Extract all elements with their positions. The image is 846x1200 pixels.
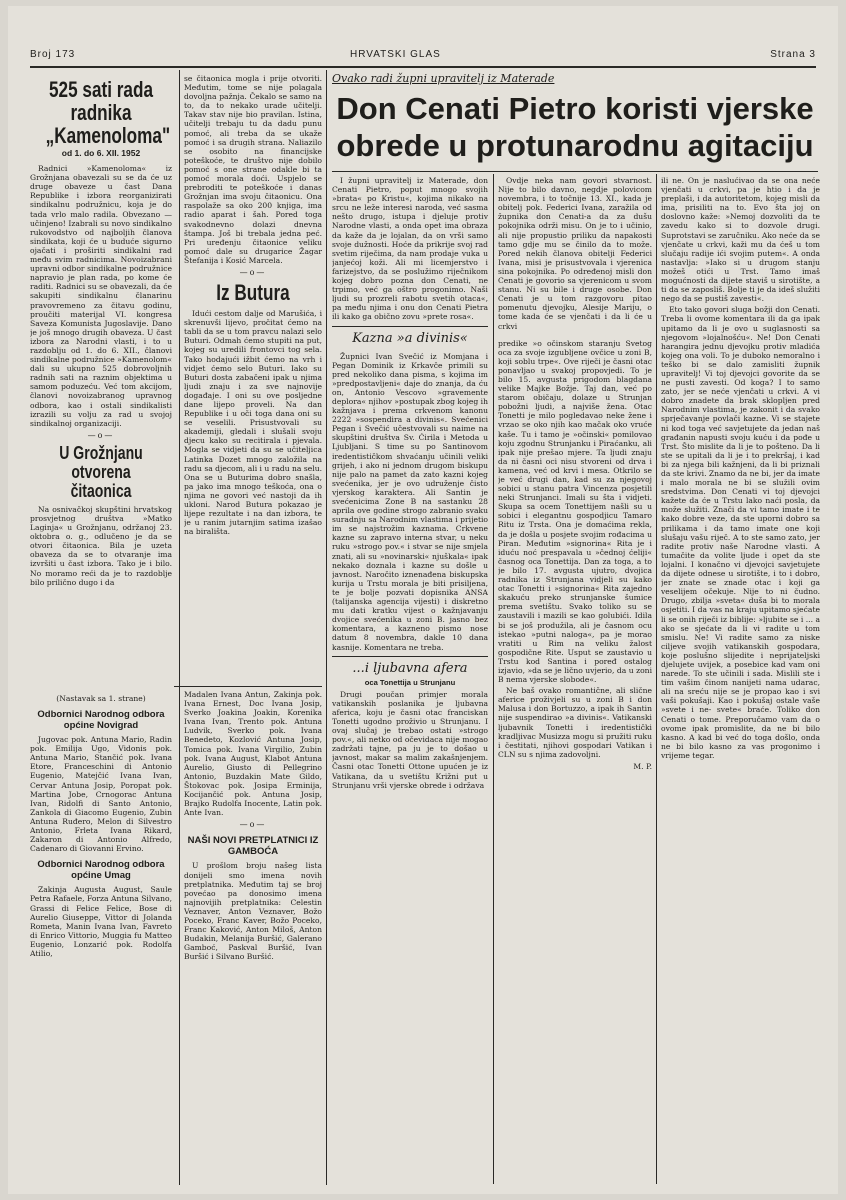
- divider: —o—: [239, 820, 267, 830]
- article-afera-body: Drugi poučan primjer morala vatikanskih poslanika je ljubavna aferica, koju je časni otac franciskan Tonetti ugodno proživio u Strunjanu. I ovaj slučaj je trebao ostati »strogo pov.«, ali netko od očevidaca nije mogao zadržati tajne, pa ju je to došao u javnost, makar sa malim zakašnjenjem. Časni otac Tonetti Ottone upućen je iz Vatikana, da u svetištu Križni put u Strunjanu vrši vjerske obrede i održava: [332, 689, 488, 790]
- column-rule: [179, 70, 180, 1185]
- list-umag-continued: Madalen Ivana Antun, Zakinja pok. Ivana Ernest, Doc Ivana Josip, Sverko Joakina Joakin, Korenika Ivana Ivan, Trento pok. Antuna Ludvik, Sverko pok. Ivana Benedeto, Kozlović Antuna Josip, Tomica pok. Ivana Virgilio, Zubin pok. Ivana August, Klabot Antuna Aurelio, Giusto di Pellegrino Antonio, Buzdakin Mate Gildo, Štokovac pok. Josipa Erminija, Kocijančić pok. Antuna Josip, Brajko Rudolfa Inocente, Latin pok. Ante Ivan.: [184, 690, 322, 818]
- article-cenati-body-1: I župni upravitelj iz Materade, don Cenati Pietro, poput mnogo svojih »brata« po Kristu«, kojima nikako na srcu ne leže interesi naroda, već sasma nešto drugo, istupa i djeluje protiv Narodne vlasti, a onda opet ima obraza da kaže da je lojalan, da on vrši samo svoje dužnosti. Hoće da prikrije svoj rad svetim riječima, da nam prodaje vuka u janjećoj koži. Ali mi licemjerstvo i farizejstvo, da se poslužimo riječnikom kojeg dobro pozna don Cenati, ne trpimo, već ga oštro progonimo. Naši ljudi su prozreli rabotu svetih otaca«, pa među njima i onu don Cenati Pietra ili kako ga obično zovu »prete rosa«.: [332, 176, 488, 322]
- masthead-rule: [30, 66, 816, 68]
- heading-novigrad: Odbornici Narodnog odbora općine Novigrad: [37, 709, 165, 732]
- heading-kazna: Kazna »a divinis«: [352, 330, 468, 346]
- heading-umag: Odbornici Narodnog odbora općine Umag: [37, 859, 165, 882]
- headline-rule: [332, 171, 818, 172]
- continuation-column-2: [184, 690, 322, 1185]
- divider: —o—: [239, 267, 267, 277]
- continuation-column: [30, 690, 172, 1185]
- article-afera-closing: Ne baš ovako romantične, ali slične aferice proživjeli su u zoni B i don Malusa i don Bortuzzo, a ipak ih Santin nije suspendirao »a divinis«. Vatikanski ljubavnik Tonetti i iredentistički kradljivac Musizza mogu si pružiti ruku i čestitati, njihovi gospodari Vatikan i CLN su s njima zadovoljni.: [498, 686, 652, 759]
- paper-name: HRVATSKI GLAS: [350, 49, 441, 60]
- article-butura-body: Idući cestom dalje od Marušića, i skrenuvši lijevo, pročitat ćemo na tabli da se u tom pravcu nalazi selo Buturi. Odmah ćemo stupiti na put, kojeg su uredili frontovci tog sela. Tako hodajući ižbit ćemo na vrh i vidjet ćemo selo Buturi. Iako su Buturi dosta zabačeni ipak u njima ljudi znaju i za sve najnovije događaje. I oni su ove posljedne dane lijepo proveli. Na dan Republike i u oči toga dana oni su se veselili. Prisustvovali su akademiji, gledali i slušali svoju djecu kako su recitirala i pjevala. Mogla se vidjeti da su se učiteljica Latinka Dozet mnogo založila na radu sa djecom, ali i u radu na selu. Ona se u Buturima dobro snašla, pa jako ima mnogo teškoća, ona o njima ne govori već nastoji da ih ukloni. Narod Butura pokazao je lijepe rezultate i na dan izbora, te je u ranim jutarnjim satima izašao na birališta.: [184, 309, 322, 537]
- column-rule: [656, 174, 657, 1184]
- kicker-materada: Ovako radi župni upravitelj iz Materade: [332, 72, 555, 85]
- article-kazna-body: Župnici Ivan Svečić iz Momjana i Pegan Dominik iz Krkavče primili su pred nekoliko dana pisma, s kojima im »predpostavljeni« daje do znanja, da ću on, Antonio Vescovo »gravemente deplora« njihov »postupak zbog kojeg ih kažnjava i prema crkvenom kanonu 2222 »sospendira a divinis«. Svećenici Pegan i Svečić učestvovali su naime na skupštini društva Sv. Ćirila i Metoda u Ljubljani. S time su po Santinovom iredentističkom shvaćanju učinili veliki grijeh, i ako ni jednom drugom biskupu nije palo na pamet da zato kazni kojeg svećenika, jer je ovo udruženje čisto vjerskog karaktera. Ali Santin je svećenicima Zone B na sastanku 28 aprila ove godine strogo zabranio svaku suradnju sa Narodnim vlastima i prijetio im se najstrožim kaznama. Crkvene kazne su zapravo interna stvar, u neku ruku »strogo pov.« i stvar se nije smjela znati, ali su »novinarski« njuškala« ipak nekako doznala i kazne su došle u javnost. Naročito iznenađena biskupska kurija u Trstu morala je biti prisiljena, te je bolje pozvati dopisnika ANSA (talijanska agencija vijesti) i diskretno mu dati kratku vijest o kažnjavanju dvojice svećenika u zoni B. jasno bez komentara, a kazneno pismo nose datum 8 novembra, dakle 10 dana kasnije. Komentara ne treba.: [332, 351, 488, 652]
- continued-note: (Nastavak sa 1. strane): [56, 694, 146, 703]
- column-4: [498, 176, 652, 1184]
- dateline: od 1. do 6. XII. 1952: [61, 148, 141, 158]
- list-umag: Zakinja Augusta August, Saule Petra Rafaele, Forza Antuna Silvano, Grassi di Felice Felice, Bose di Aurelio Giuseppe, Vittor di Jolanda Rometa, Manin Ivana Ivan, Favreto di Enrico Vittorio, Muggia fu Matteo Eugenio, Lonzarić pok. Rodolfa Atilio,: [30, 885, 172, 958]
- heading-pretplatnici: NAŠI NOVI PRETPLATNICI IZ GAMBOĆA: [187, 835, 319, 858]
- section-rule: [174, 686, 322, 687]
- article-afera-continued: predike »o očinskom staranju Svetog oca za svoje izgubljene ovčice u zoni B, koji soblu trpe«. Ove riječi je časni otac ponavljao u svakoj propovjedi. To je bilo 15. avgusta prigodom blagdana velike Majke Božje. Taj dan, već po starom običaju, dolaze u Strunjan pobožni ljudi, a najviše žena. Otac Tonetti je milo pogledavao neke žene i vrzao se oko njih kao mačak oko vruće kaše. Tu i tamo je »očinski« pomilovao koju zgodnu Strunjanku i Piraćanku, ali ipak nije prešao mjere. Ta ljudi znaju da ni časni oci nisu stvoreni od drva i kamena, već od krvi i mesa. Otkrilo se je već drugi dan, kad su za njegovoj sobici u stanu patra Vincenza posjetili neki Strunjanci. Imali su šta i vidjeti. Skupa sa ocem Tonettijem našli su u sobici i elegantnu gospodjicu Tamaro Ritu iz Trsta. Ona je domaćima rekla, da je došla u posjete svojim rođacima u Piran. Međutim »signorina« Rita je i iduću noć prespavala u »čednoj ćeliji« časnog oca Tonettija. Dan za toga, a to je bilo 17. avgusta ujutro, dvojica radnika iz Strunjana vidjeli su kako otac Tonetti i »signorina« Rita zajedno skakuću preko strunjanske šumice prema svetištu. Svako toliko su se zaustavili i mazili se kao golubići. Idila bi se još produžila, ali je časnom ocu istekao »putni naloga«, pa je morao vratiti u Rim na veliku žalost gospodične Rite. Usput se zaustavio u Trstu kod Santina i poređ ostalog izjavio, »da se je lično uvjerio, da u zoni B nema vjerske slobode«.: [498, 338, 652, 685]
- article-pretplatnici-body: U prošlom broju našeg lista donijeli smo imena novih pretplatnika. Međutim taj se broj povećao pa donosimo imena najnovijih pretplatnika: Celestin Veznaver, Anton Veznaver, Božo Poceko, Franc Kaver, Božo Poceko, Franc Kaković, Anton Miloš, Anton Budakin, Melanija Buršić, Galerano Gamboć, Paskval Buršić, Ivan Buršić i Silvano Buršić.: [184, 861, 322, 962]
- newspaper-page: [8, 6, 838, 1194]
- column-1: [30, 74, 172, 684]
- article-cenati-body-3: ili ne. On je naslućivao da se ona neće vjenčati u crkvi, pa je htio i da je preplaši, i da autoritetom, kojeg misli da ima, prisiliti na to. Evo šta joj on doslovno kaže: »Nemoj dozvoliti da te zavedu kako si to dozvole drugi. Suprotstavi se zaručniku. Ako neće da se vjenčate u crkvi, kaži mu da ćeš u tom slučaju radije ići svojim putem«. A onda nastavlja: »Iako si u drugom stanju možeš otići u Trst. Tamo imaš mogućnosti da dijete staviš u sirotište, a ti da se zaposliš. Bolje ti je da ideš služiti nego da se pustiš zavesti«.: [661, 176, 820, 304]
- column-2: [184, 74, 322, 682]
- list-novigrad: Jugovac pok. Antuna Mario, Radin pok. Emilija Ugo, Vidonis pok. Antuna Mario, Stančić pok. Ivana Etore, Franceschini di Antonio Eugenio, Matejčić Ivana Ivan, Cervar Antuna Josip, Poropat pok. Martina Jobe, Crnogorac Antuna Ivan, Ridolfi di Santo Antonio, Zankola di Giacomo Eugenio, Zubin Antuna Ruđero, Melon di Silvestro Antonio, Frleta Ivana Rikard, Zakaron di Antonio Alfredo, Cadenaro di Giovanni Ervino.: [30, 735, 172, 854]
- heading-afera: ...i ljubavna afera: [352, 660, 468, 676]
- article-cenati-body-4: Eto tako govori sluga božji don Cenati. Treba li ovome komentara ili da ga ipak upitamo da li je ovo u suglasnosti sa njegovom »lojalnošću«. Ne! Don Cenati harangira jednu djevojku protiv mladića kojeg ona voli. To je duboko nemoralno i teško bi se dalo zamisliti župnik upravitelj! Vi toj djevojci govorite da se ne pusti zavesti. Od koga? I to samo zato, jer se neće vjenčati u crkvi. A vi dobro znadete da brak sklopljen pred Narodnim vlastima, je zakonit i da svako sprječavanje povlači kazne. Vi se stajete ni kod toga već savjetujete da jedan naš građanin napusti svoju kuću i da pođe u Trst. Što mislite da li je to pošteno. Da li ste se upitali da li je i to prekršaj, i kad bi za njega bili kažnjeni, da li bi priznali da ste krivi. Znamo da ne bi, jer da imate i malo morala ne bi se služili ovim sredstvima. Don Cenati vi toj djevojci kažete da će u Trstu lako naći posla, da može služiti. Znači da vi tamo imate i te kako dobre veze, da ste uporni dobro sa prilikama i da tamo imate one koji slušaju vašu riječ. A to ste samo zato, jer radite protiv naše Narodne vlasti. A tumačite da volite ljude i opet da ste lojalni. I konačno vi djevojci savjetujete da dijete odnese u sirotište, i to i dobro, jer znate se znade otac i koji ga veselijem očekuje. Nije to ni čudno. Drugo, zbilja »sveta« duša bi to morala osjetiti. I da vas na kraju upitamo sjećate li se onih riječi iz biblije: »ljubite se i ... a ako se sjećate da li vi radite u tom smislu. Ne! Vi radite samo za niske ciljeve svojih vatikanskih gospodara, koje poslušno slijedite i neprijateljski djelujete uvijek, a posebice kad vam oni narede. To ste učinili i sada. Mislili ste i tim vašim činom nanijeti nama udarac, ali na sreću nije se je propao kao i svi vaši pokušaji. Kao i pokušaj ostale vaše »svete i ne- svete« braće. Toliko don Cenati o tome. Preporučamo vam da o ovome ipak promislite, da ne bi bilo kasno. A kad bi već do toga došlo, onda ne bi bilo kasno za vas progonimo i vrijeme tegar.: [661, 305, 820, 760]
- column-rule: [493, 174, 494, 1184]
- divider: —o—: [87, 430, 115, 440]
- page-number: Strana 3: [770, 49, 816, 60]
- article-groznjan-body: Na osnivačkoj skupštini hrvatskog prosvjetnog društva »Matko Laginja« u Grožnjanu, održanoj 23. oktobra o. g., odlučeno je da se otvori čitaonica. Bila je uzeta obaveza da se to otvaranje ima izvršiti u čast izbora. Tako je i bilo. No moramo reći da je to razdoblje bilo prilično dugo i da: [30, 504, 172, 587]
- article-groznjan-continued: se čitaonica mogla i prije otvoriti. Međutim, tome se nije polagala dovoljna pažnja. Čekalo se samo na to, da to nekako urade učitelji. Takav stav nije bio pravilan. Istina, učitelji trebaju tu da dadu punu pomoć, ali treba da se ukaže pomoć i sa drugih strana. Naliazilo se osobito na financijske poteškoće, te društvo nije dobilo pomoć s one strane odakle bi ta pomoć morala doći. Uspjelo se prebroditi te poteškoće i danas Grožnjan ima svoju čitaonicu. Ona raspolaže sa oko 200 knjiga, ima radio aparat i šah. Pored toga svakodnevno dolazi dnevna štampa. Još bi trebala jedna peć. Pri uređenju čitaonice veliku pomoć dale su drugarice Žagar Štefanija i Kosić Marcela.: [184, 74, 322, 265]
- headline-butura: Iz Butura: [216, 280, 290, 306]
- article-kamenolom-body: Radnici »Kamenoloma« iz Grožnjana obavezali su se da će uz druge obaveze u čast Dana Republike i izbora reorganizirati sindikalnu podružnicu, koja je do tada vrlo malo radila. Obvezano — učinjeno! Izabrali su novo sindikalno rukovodstvo od najboljih članova sindikata, koji će u buduće sigurno ojačati i proširiti sindikalni rad među svim radnicima. Novoizabrani upravni odbor sindikalne podružnice napravio je plan rada, po kome će raditi. Radnici su se obavezali, da će sakupiti sindikalnu članarinu pravovremeno za čitavu godinu, proučiti materijal VI. kongresa Saveza Komunista Jugoslavije. Dano je još mnogo drugih obaveza. U čast izbora za Narodni vlasti, i to u razdoblju od 1. do 6. XII., članovi sindikalne podružnice »Kamenolom« dali su ukupno 525 dobrovoljnih radnih sati na raznim objektima u samom poduzeću. Već tom akcijom, članovi novoizabranog upravnog odbora, kao i ostali sindikalisti izrazili su volju za rad u svojoj sindikalnoj organizaciji.: [30, 164, 172, 428]
- column-rule: [326, 70, 327, 1185]
- headline-groznjan: U Grožnjanu otvorena čitaonica: [59, 442, 143, 501]
- subheading-afera: oca Tonettija u Strunjanu: [364, 677, 456, 687]
- headline-kamenolom: 525 sati rada radnika „Kamenoloma": [45, 77, 171, 148]
- issue-number: Broj 173: [30, 49, 76, 60]
- headline-cenati: Don Cenati Pietro koristi vjerske obrede u protunarodnu agitaciju: [336, 91, 814, 163]
- column-3: [332, 176, 488, 1184]
- column-5: [661, 176, 820, 1184]
- masthead: [30, 46, 816, 64]
- signature: M. P.: [633, 761, 652, 771]
- article-cenati-body-2: Ovdje neka nam govori stvarnost. Nije to bilo davno, negdje polovicom novembra, i to točnije 13. XI., kada je obitelj pok. Federici Ivana, zaražila od župnika don Cenati-a da za dušu pokojnika održi misu. On je to i učinio, ali nije propustio priliku da napakosti tamo gdje mu se činilo da to može. Pored nekih članova obitelji Federici Ivana, misi je prisustvovala i vjerenica sina pokojnika. Po određenoj misli don Cenati je govorio sa vjerenicom u svom stanu. Ni su bile i druge osobe. Don Cenati je u tom razgovoru pitao pomenutu djevojku, Alesije Mariju, o tome kada će se vjenčati i da li će u crkvi: [498, 176, 652, 331]
